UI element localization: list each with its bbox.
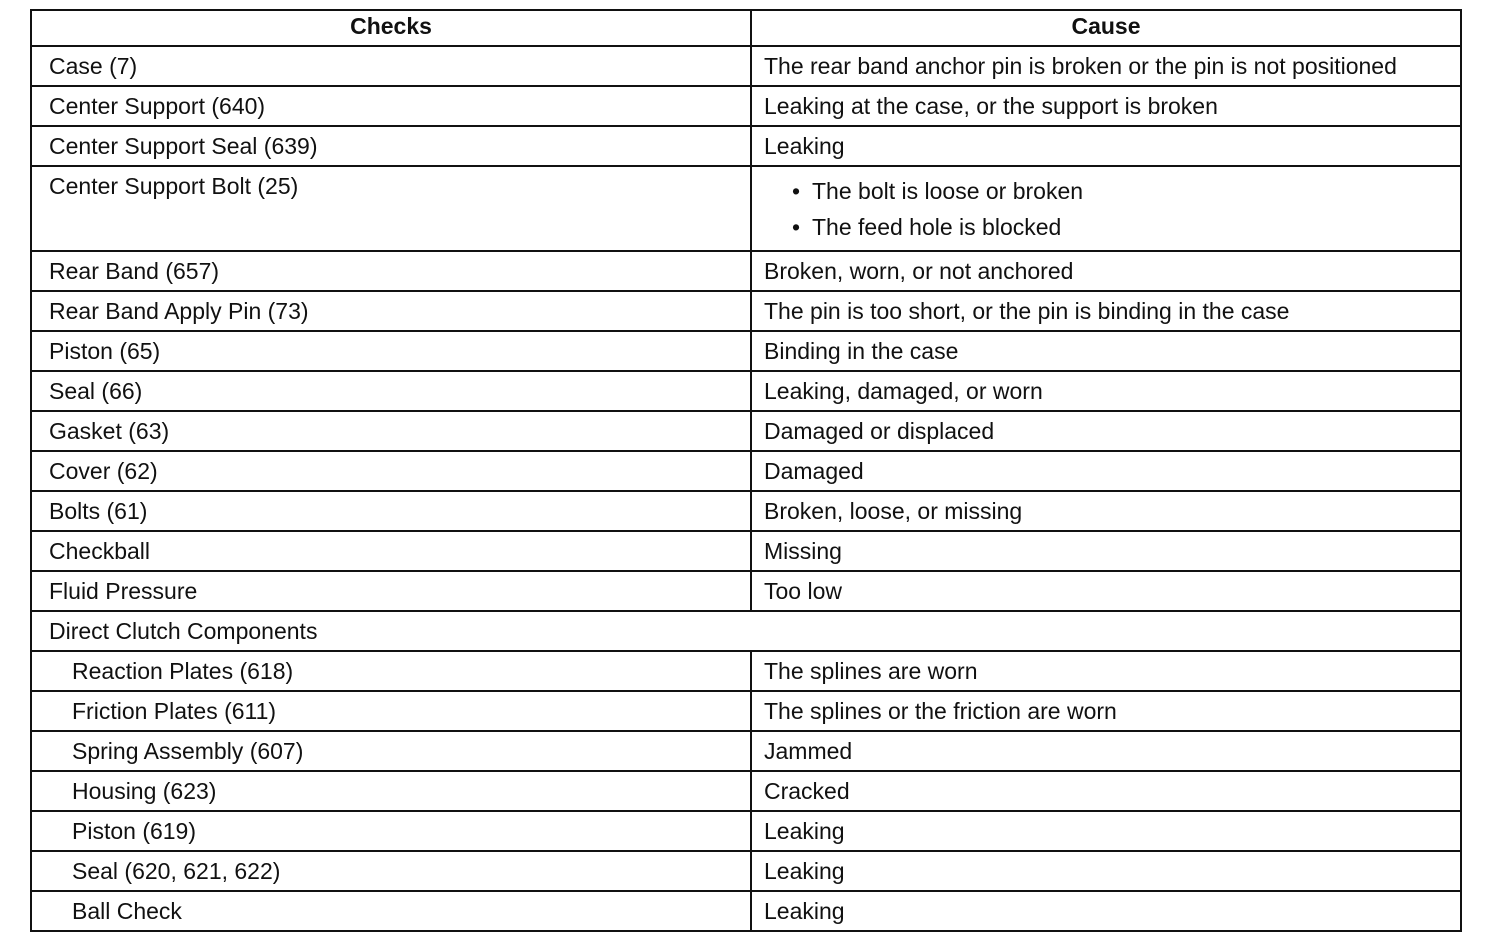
check-cell: Cover (62) xyxy=(31,451,751,491)
check-cell: Case (7) xyxy=(31,46,751,86)
cause-cell: Cracked xyxy=(751,771,1461,811)
header-row xyxy=(31,10,1461,46)
cause-cell: The splines or the friction are worn xyxy=(751,691,1461,731)
cause-cell: Jammed xyxy=(751,731,1461,771)
check-cell: Fluid Pressure xyxy=(31,571,751,611)
cause-cell: Damaged xyxy=(751,451,1461,491)
cause-cell: The splines are worn xyxy=(751,651,1461,691)
group-title: Direct Clutch Components xyxy=(31,611,1461,651)
diagnosis-table xyxy=(30,9,1462,932)
check-cell: Seal (66) xyxy=(31,371,751,411)
cause-cell: The rear band anchor pin is broken or the pin is not positioned xyxy=(751,46,1461,86)
check-cell: Ball Check xyxy=(31,891,751,931)
table-row xyxy=(31,451,1461,491)
table-row xyxy=(31,731,1461,771)
group-header-row xyxy=(31,611,1461,651)
table-row xyxy=(31,491,1461,531)
check-cell: Piston (65) xyxy=(31,331,751,371)
check-cell: Rear Band Apply Pin (73) xyxy=(31,291,751,331)
table-row xyxy=(31,891,1461,931)
cause-cell: Leaking xyxy=(751,891,1461,931)
table-row xyxy=(31,771,1461,811)
table-row xyxy=(31,291,1461,331)
cause-bullet-item: • The feed hole is blocked xyxy=(792,209,1450,245)
table-row xyxy=(31,691,1461,731)
cause-cell: Leaking xyxy=(751,851,1461,891)
check-cell: Center Support Seal (639) xyxy=(31,126,751,166)
cause-cell: Binding in the case xyxy=(751,331,1461,371)
table-row xyxy=(31,811,1461,851)
cause-cell: Leaking at the case, or the support is broken xyxy=(751,86,1461,126)
cause-bullet-list xyxy=(764,173,1450,245)
check-cell: Rear Band (657) xyxy=(31,251,751,291)
check-cell: Center Support Bolt (25) xyxy=(31,166,751,251)
check-cell: Reaction Plates (618) xyxy=(31,651,751,691)
cause-cell: Broken, loose, or missing xyxy=(751,491,1461,531)
table-row xyxy=(31,251,1461,291)
table-row xyxy=(31,571,1461,611)
cause-bullet-item: • The bolt is loose or broken xyxy=(792,173,1450,209)
check-cell: Gasket (63) xyxy=(31,411,751,451)
table-row xyxy=(31,126,1461,166)
table-row xyxy=(31,411,1461,451)
check-cell: Seal (620, 621, 622) xyxy=(31,851,751,891)
cause-cell xyxy=(751,166,1461,251)
table-row xyxy=(31,371,1461,411)
check-cell: Spring Assembly (607) xyxy=(31,731,751,771)
table-row xyxy=(31,46,1461,86)
cause-cell: Leaking, damaged, or worn xyxy=(751,371,1461,411)
table-row xyxy=(31,531,1461,571)
cause-cell: Damaged or displaced xyxy=(751,411,1461,451)
table-row xyxy=(31,651,1461,691)
cause-cell: Leaking xyxy=(751,126,1461,166)
cause-cell: Missing xyxy=(751,531,1461,571)
check-cell: Center Support (640) xyxy=(31,86,751,126)
table-row xyxy=(31,331,1461,371)
check-cell: Checkball xyxy=(31,531,751,571)
check-cell: Housing (623) xyxy=(31,771,751,811)
table-row xyxy=(31,166,1461,251)
header-cause: Cause xyxy=(751,10,1461,46)
table-row xyxy=(31,86,1461,126)
cause-cell: The pin is too short, or the pin is binding in the case xyxy=(751,291,1461,331)
header-checks: Checks xyxy=(31,10,751,46)
cause-cell: Too low xyxy=(751,571,1461,611)
check-cell: Friction Plates (611) xyxy=(31,691,751,731)
table-row xyxy=(31,851,1461,891)
cause-cell: Leaking xyxy=(751,811,1461,851)
check-cell: Piston (619) xyxy=(31,811,751,851)
check-cell: Bolts (61) xyxy=(31,491,751,531)
cause-cell: Broken, worn, or not anchored xyxy=(751,251,1461,291)
